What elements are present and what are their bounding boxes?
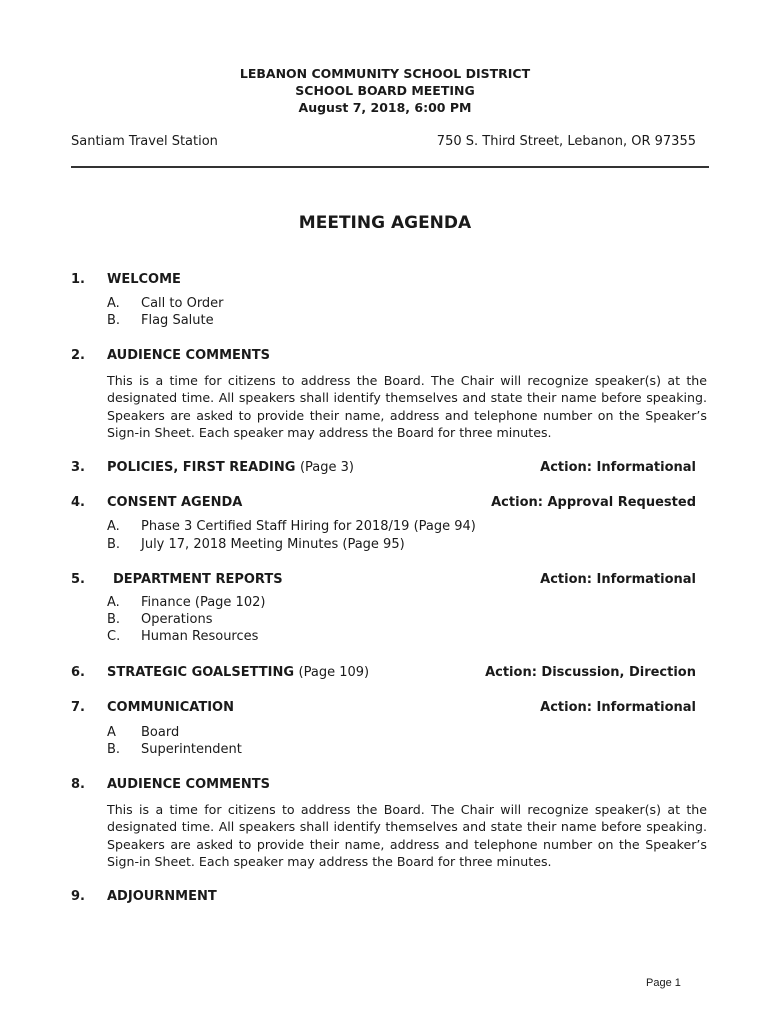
item-title: COMMUNICATION: [107, 700, 234, 715]
sub-item: Human Resources: [141, 629, 259, 644]
item-title: DEPARTMENT REPORTS: [113, 572, 283, 587]
sub-item: Board: [141, 725, 180, 740]
item-action: Action: Discussion, Direction: [485, 665, 696, 680]
meeting-date: August 7, 2018, 6:00 PM: [298, 100, 472, 115]
item-number: 2.: [71, 348, 85, 363]
sub-item: Finance (Page 102): [141, 595, 266, 610]
meeting-name: SCHOOL BOARD MEETING: [295, 83, 475, 98]
header-divider: [71, 166, 709, 168]
item-number: 6.: [71, 665, 85, 680]
item-title: AUDIENCE COMMENTS: [107, 777, 271, 792]
item-action: Action: Informational: [540, 700, 696, 715]
sub-letter: A: [107, 725, 116, 740]
item-number: 3.: [71, 460, 85, 475]
item-number: 8.: [71, 777, 85, 792]
item-action: Action: Approval Requested: [491, 495, 696, 510]
item-page-ref: (Page 3): [299, 460, 354, 475]
sub-item: Flag Salute: [141, 313, 214, 328]
item-title: CONSENT AGENDA: [107, 495, 243, 510]
sub-letter: B.: [107, 742, 121, 757]
item-number: 1.: [71, 272, 85, 287]
sub-letter: A.: [107, 296, 120, 311]
sub-item: Operations: [141, 612, 213, 627]
item-action: Action: Informational: [540, 460, 696, 475]
item-number: 4.: [71, 495, 85, 510]
sub-item: Call to Order: [141, 296, 224, 311]
item-title: POLICIES, FIRST READING (Page 3): [107, 460, 354, 475]
sub-item: July 17, 2018 Meeting Minutes (Page 95): [141, 537, 405, 552]
sub-letter: B.: [107, 313, 121, 328]
item-page-ref: (Page 109): [298, 665, 370, 680]
sub-item: Phase 3 Certified Staff Hiring for 2018/19 (Page 94): [141, 519, 476, 534]
item-title: ADJOURNMENT: [107, 889, 217, 904]
sub-item: Superintendent: [141, 742, 242, 757]
sub-letter: C.: [107, 629, 121, 644]
sub-letter: A.: [107, 595, 120, 610]
page-number: Page 1: [646, 977, 681, 989]
location-name: Santiam Travel Station: [71, 134, 218, 149]
page-title: MEETING AGENDA: [298, 213, 472, 233]
item-number: 5.: [71, 572, 85, 587]
item-title: WELCOME: [107, 272, 181, 287]
sub-letter: B.: [107, 537, 121, 552]
sub-letter: B.: [107, 612, 121, 627]
item-number: 9.: [71, 889, 85, 904]
sub-letter: A.: [107, 519, 120, 534]
item-paragraph: This is a time for citizens to address the Board. The Chair will recognize speaker(s) at the designated time. All speakers shall identify themselves and state their name before speaking. Speakers are asked to provide their name, address and telephone number on the Speaker’s Sign-in Sheet. Each speaker may address the Board for three minutes.: [107, 802, 707, 869]
item-paragraph: This is a time for citizens to address the Board. The Chair will recognize speaker(s) at the designated time. All speakers shall identify themselves and state their name before speaking. Speakers are asked to provide their name, address and telephone number on the Speaker’s Sign-in Sheet. Each speaker may address the Board for three minutes.: [107, 373, 707, 440]
item-number: 7.: [71, 700, 85, 715]
location-address: 750 S. Third Street, Lebanon, OR 97355: [436, 134, 696, 149]
item-title: STRATEGIC GOALSETTING (Page 109): [107, 665, 370, 680]
district-name: LEBANON COMMUNITY SCHOOL DISTRICT: [239, 66, 531, 81]
item-action: Action: Informational: [540, 572, 696, 587]
item-title: AUDIENCE COMMENTS: [107, 348, 271, 363]
